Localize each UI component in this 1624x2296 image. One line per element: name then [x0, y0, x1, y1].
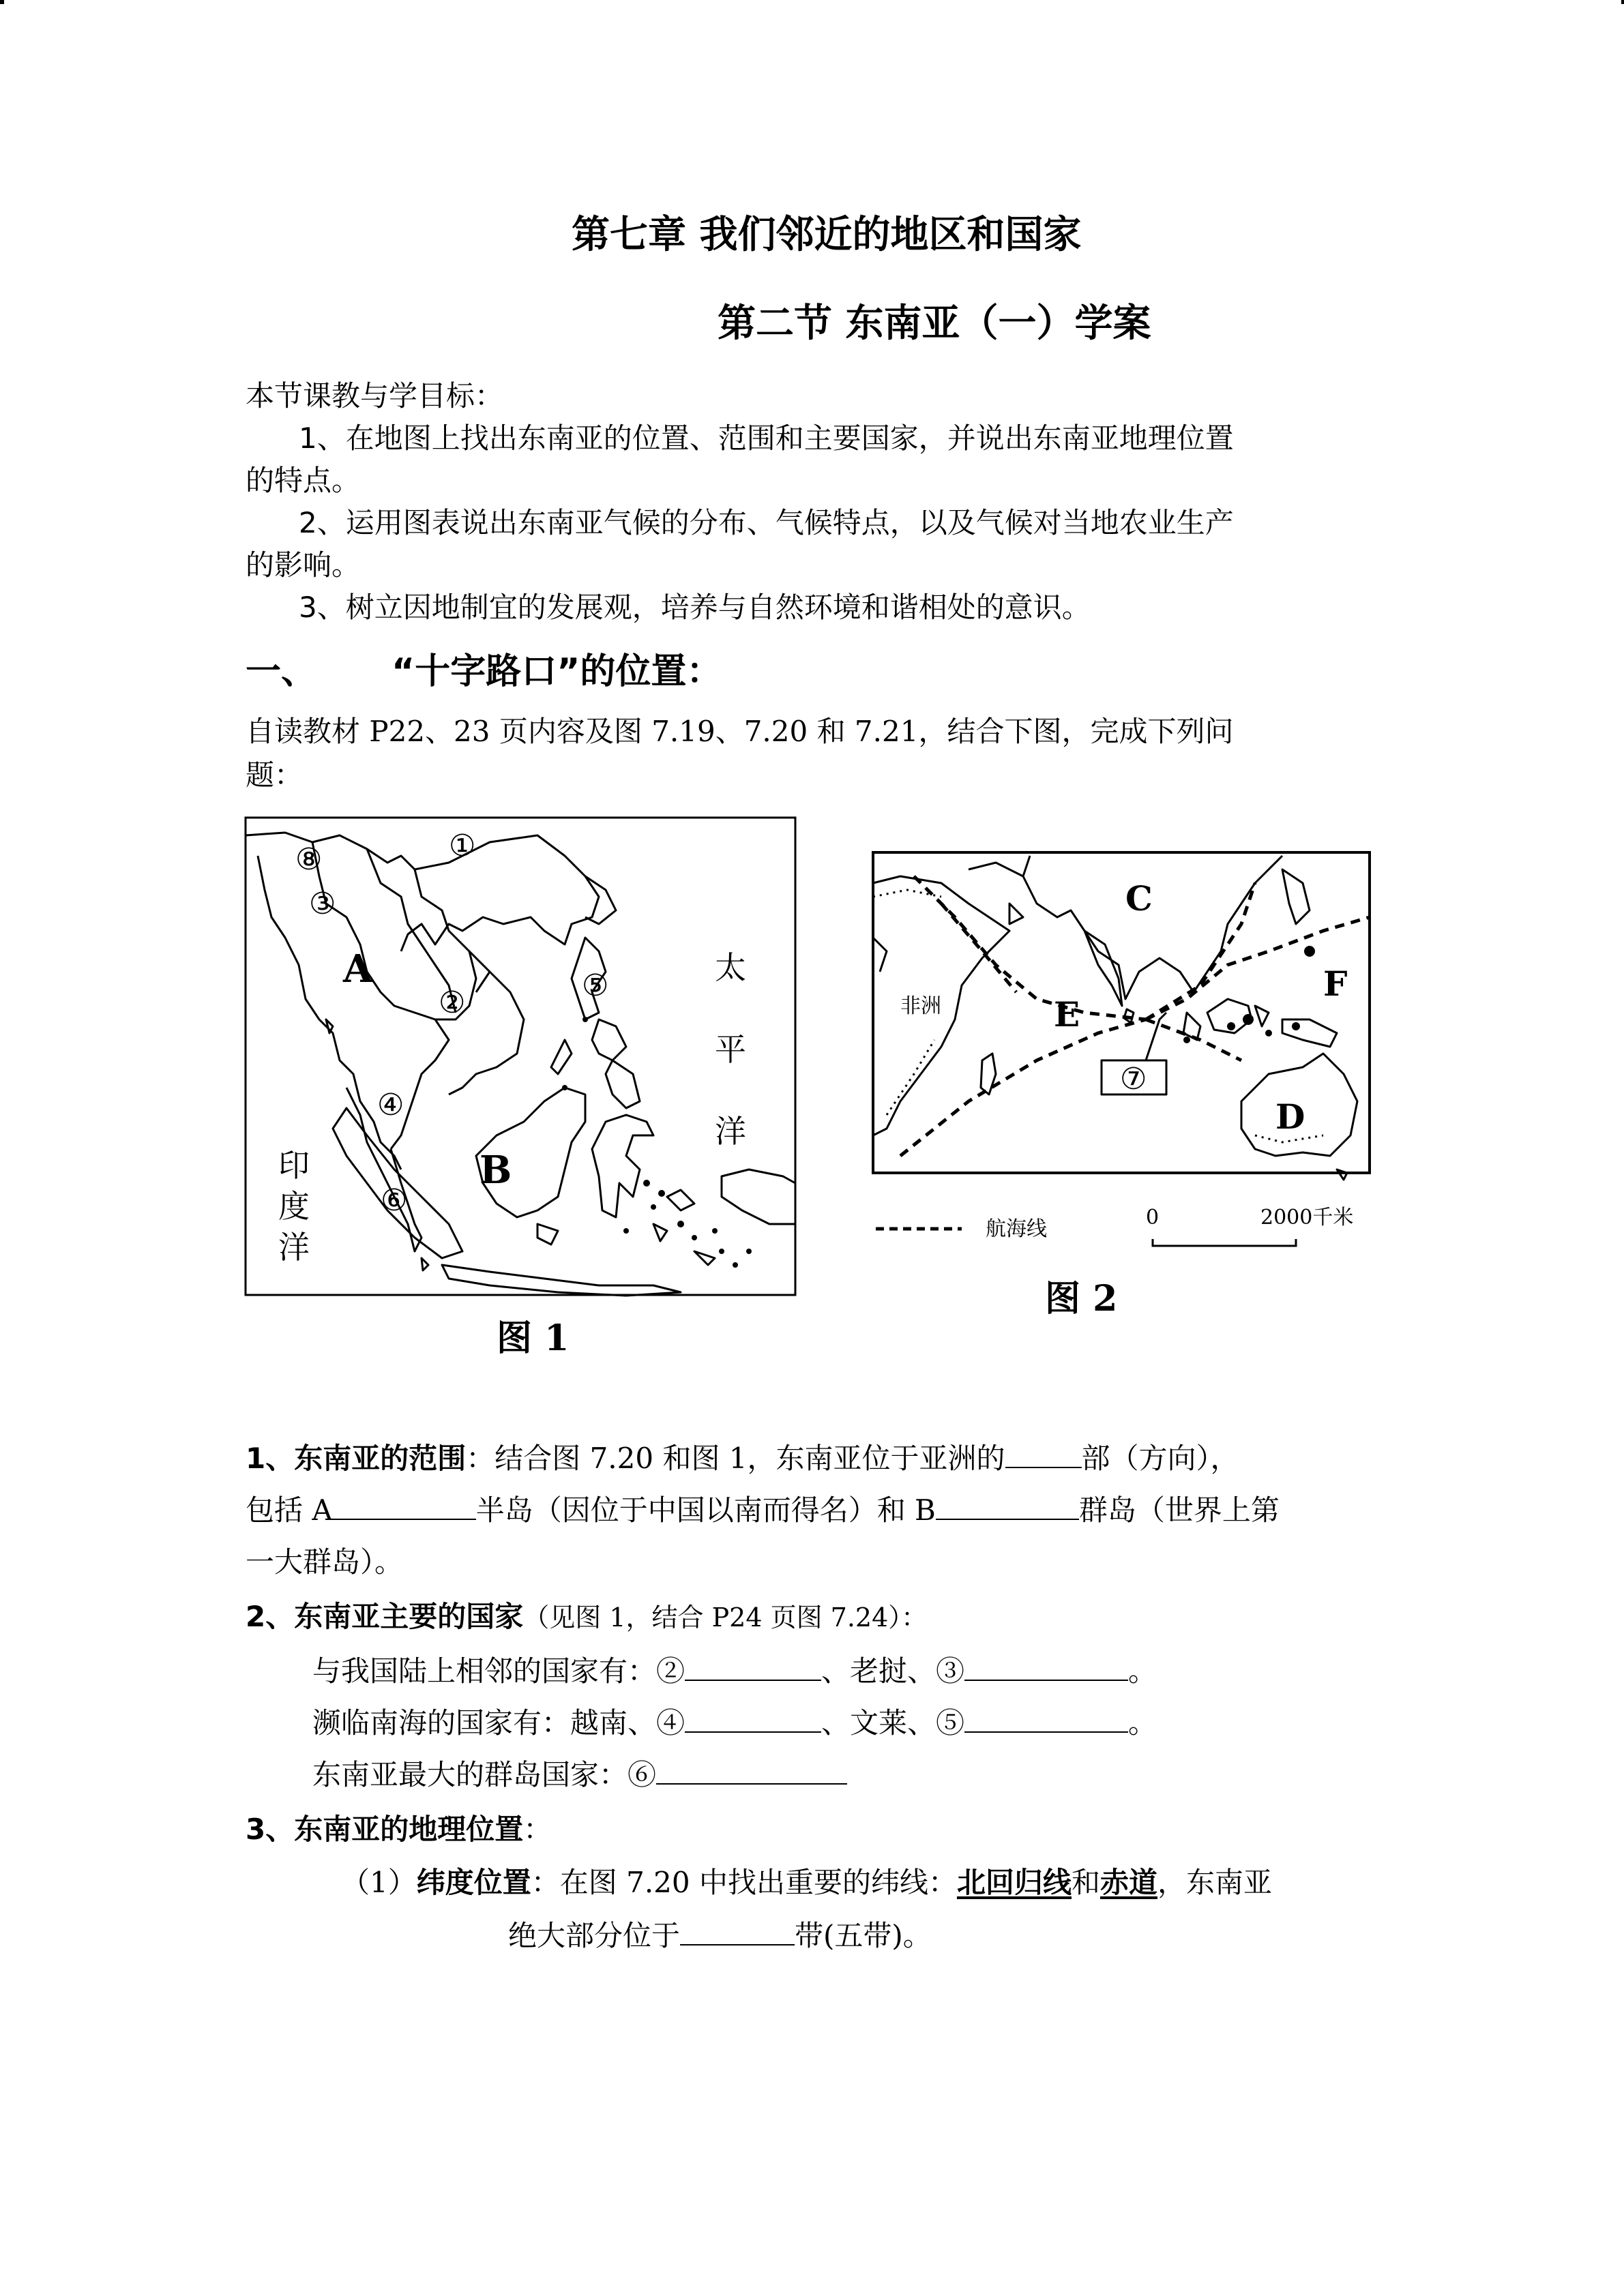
q1-text-e: 群岛（世界上第: [1078, 1493, 1280, 1527]
question-3-heading: [246, 1807, 552, 1848]
question-2-row3: [312, 1753, 847, 1793]
goal-2-line2: 的影响。: [246, 548, 361, 582]
chapter-title: 第七章 我们邻近的地区和国家: [572, 213, 1082, 257]
question-1-line2: [246, 1488, 1280, 1529]
fig1-label-6: ⑥: [381, 1183, 408, 1218]
fig2-label-E: E: [1054, 994, 1080, 1034]
q1-blank-archipelago[interactable]: [936, 1491, 1079, 1520]
question-3-sub1-line1: [341, 1860, 1272, 1901]
fig1-label-2: ②: [439, 985, 466, 1020]
fig1-label-4: ④: [377, 1088, 404, 1122]
goal-1-line2: 的特点。: [246, 464, 361, 497]
section-1-number: 一、: [246, 651, 317, 692]
fig2-africa-label: 非洲: [900, 994, 941, 1018]
q3-tropic-of-cancer: 北回归线: [956, 1866, 1072, 1899]
goal-1-line1: 1、在地图上找出东南亚的位置、范围和主要国家，并说出东南亚地理位置: [299, 421, 1234, 455]
fig1-indian-3: 洋: [278, 1229, 310, 1266]
goal-3-line1: 3、树立因地制宜的发展观，培养与自然环境和谐相处的意识。: [299, 591, 1091, 624]
fig1-label-A: A: [343, 946, 373, 992]
q3-sub1-text-a: ：在图 7.20 中找出重要的纬线：: [531, 1866, 957, 1899]
q2-blank-4[interactable]: [685, 1704, 821, 1733]
q2-row2-text-c: 。: [1128, 1706, 1157, 1740]
fig1-label-3: ③: [309, 886, 336, 921]
q2-blank-2[interactable]: [685, 1652, 821, 1681]
fig2-label-F: F: [1323, 964, 1348, 1004]
q2-row3-text-a: 东南亚最大的群岛国家：⑥: [312, 1758, 657, 1791]
fig1-label-5: ⑤: [582, 968, 609, 1003]
fig1-indian-2: 度: [278, 1188, 310, 1225]
fig1-pacific-1: 太: [715, 949, 746, 986]
section-1-intro-line2: 题：: [246, 758, 304, 792]
question-3-sub1-line2: [508, 1913, 932, 1954]
fig2-label-7: ⑦: [1120, 1062, 1147, 1097]
fig1-pacific-2: 平: [715, 1031, 746, 1068]
question-3-colon: ：: [523, 1813, 552, 1846]
question-1-line3: 一大群岛）。: [246, 1545, 404, 1579]
q1-text-b: 部（方向），: [1081, 1442, 1239, 1475]
section-1-heading: [246, 642, 722, 694]
goals-heading: 本节课教与学目标：: [246, 379, 504, 413]
q1-text-d: 半岛（因位于中国以南而得名）和 B: [475, 1493, 936, 1527]
q2-blank-6[interactable]: [656, 1756, 847, 1785]
q3-sub1-text-c: 绝大部分位于: [508, 1919, 681, 1952]
q2-row1-text-c: 。: [1128, 1654, 1157, 1688]
question-1-label: 1、东南亚的范围: [246, 1442, 467, 1475]
fig2-legend-route: 航海线: [986, 1217, 1047, 1241]
question-2-heading: [246, 1594, 927, 1635]
q2-blank-5[interactable]: [964, 1704, 1128, 1733]
q2-row1-text-a: 与我国陆上相邻的国家有：②: [312, 1654, 685, 1688]
q1-blank-peninsula[interactable]: [333, 1491, 476, 1520]
section-1-intro-line1: 自读教材 P22、23 页内容及图 7.19、7.20 和 7.21，结合下图，完成下列问: [246, 715, 1234, 748]
question-3-label: 3、东南亚的地理位置: [246, 1813, 524, 1846]
q3-sub1-label: 纬度位置: [416, 1866, 531, 1899]
question-2-row1: [312, 1649, 1157, 1690]
section-title: 第二节 东南亚（一）学案: [718, 301, 1151, 346]
fig2-label-C: C: [1125, 878, 1153, 919]
q3-equator: 赤道: [1100, 1866, 1158, 1899]
q2-row1-text-b: 、老挝、③: [821, 1654, 965, 1688]
fig2-scale-bar: [1153, 1239, 1296, 1246]
q2-row2-text-a: 濒临南海的国家有：越南、④: [312, 1706, 685, 1740]
figure-2-caption: 图 2: [1045, 1278, 1118, 1320]
question-2-label: 2、东南亚主要的国家: [246, 1600, 524, 1633]
q3-sub1-num: （1）: [341, 1866, 417, 1899]
q2-row2-text-b: 、文莱、⑤: [821, 1706, 965, 1740]
figure-1-caption: 图 1: [497, 1317, 570, 1359]
section-1-heading-text: “十字路口”的位置：: [392, 651, 722, 692]
q3-blank-zone[interactable]: [680, 1917, 795, 1945]
fig1-label-B: B: [479, 1148, 512, 1193]
fig1-indian-1: 印: [278, 1147, 310, 1184]
q1-text-a: ：结合图 7.20 和图 1，东南亚位于亚洲的: [466, 1442, 1005, 1475]
q3-and: 和: [1071, 1866, 1100, 1899]
fig2-scale-zero: 0: [1146, 1206, 1160, 1229]
fig1-label-8: ⑧: [295, 842, 323, 877]
q1-blank-direction[interactable]: [1005, 1440, 1082, 1468]
q2-blank-3[interactable]: [964, 1652, 1128, 1681]
fig1-pacific-3: 洋: [715, 1113, 746, 1150]
question-2-note: （见图 1，结合 P24 页图 7.24）：: [523, 1602, 928, 1632]
question-2-row2: [312, 1701, 1157, 1742]
q3-sub1-text-b: ，东南亚: [1157, 1866, 1273, 1899]
fig1-label-1: ①: [449, 829, 476, 863]
q1-text-c: 包括 A: [246, 1493, 333, 1527]
goal-2-line1: 2、运用图表说出东南亚气候的分布、气候特点，以及气候对当地农业生产: [299, 506, 1234, 539]
fig2-label-D: D: [1275, 1097, 1305, 1137]
fig2-scale-max: 2000千米: [1260, 1206, 1354, 1229]
page-corner-mark: [1621, 0, 1624, 4]
figure-2-map: [859, 815, 1398, 1306]
question-1-line1: [246, 1436, 1239, 1477]
page-corner-mark: [0, 0, 4, 4]
figure-1-map: [244, 815, 797, 1299]
q3-sub1-text-d: 带(五带)。: [795, 1919, 932, 1952]
